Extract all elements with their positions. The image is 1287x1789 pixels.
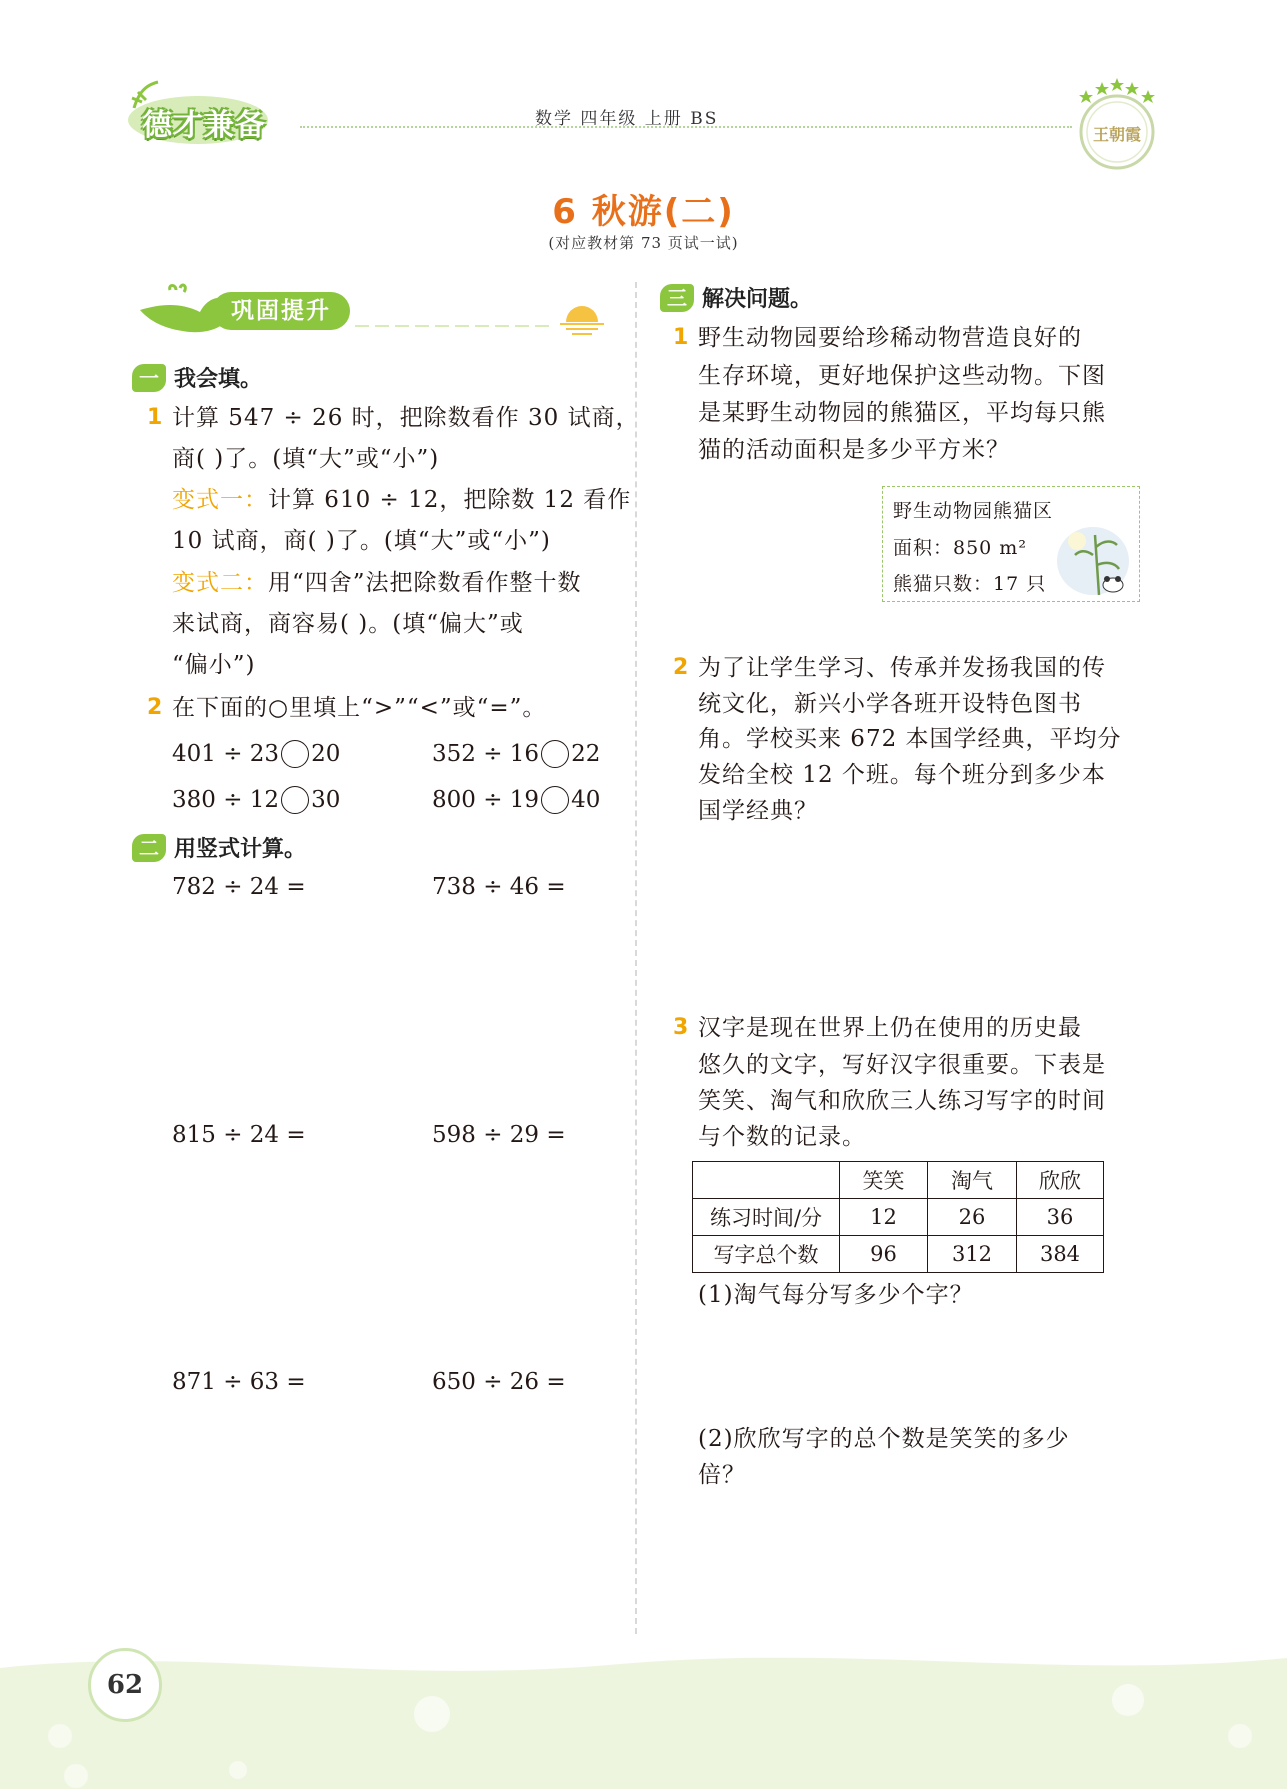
- section-label: 我会填。: [174, 367, 263, 392]
- question-number: 1: [147, 405, 163, 430]
- page-number: 62: [88, 1648, 162, 1722]
- question-number: 1: [673, 325, 689, 350]
- panda-info-box: [882, 486, 1140, 602]
- brand-name: 德才兼备: [142, 108, 266, 143]
- variant-text: 计算 610 ÷ 12，把除数 12 看作: [268, 487, 632, 513]
- page-title: 6 秋游(二): [552, 192, 735, 232]
- question-text: 在下面的○里填上“>”“<”或“=”。: [172, 695, 547, 721]
- comparison-item: [172, 740, 340, 768]
- comparison-right: 40: [571, 787, 601, 813]
- question-text: 计算 547 ÷ 26 时，把除数看作 30 试商，: [172, 405, 640, 431]
- question-text: 是某野生动物园的熊猫区，平均每只熊: [698, 400, 1106, 426]
- comparison-left: 352 ÷ 16: [432, 741, 540, 767]
- page-subtitle: (对应教材第 73 页试一试): [548, 234, 739, 252]
- question-text: 统文化，新兴小学各班开设特色图书: [698, 691, 1082, 717]
- table-cell: 淘气: [928, 1162, 1017, 1199]
- question-text: 汉字是现在世界上仍在使用的历史最: [698, 1015, 1082, 1041]
- question-number: 3: [673, 1015, 689, 1040]
- comparison-right: 30: [311, 787, 341, 813]
- table-cell: 384: [1017, 1236, 1104, 1273]
- comparison-right: 22: [571, 741, 601, 767]
- box-area: 面积：850 m²: [893, 537, 1027, 559]
- question-text: 商( )了。(填“大”或“小”): [172, 446, 440, 472]
- answer-circle[interactable]: [281, 740, 309, 768]
- writing-record-table: [692, 1161, 1104, 1273]
- calc-problem: 782 ÷ 24 =: [172, 874, 306, 900]
- footer-wave-decoration: [0, 1640, 1287, 1789]
- question-number: 2: [673, 655, 689, 680]
- sub-question: (2)欣欣写字的总个数是笑笑的多少: [698, 1426, 1070, 1452]
- calc-problem: 815 ÷ 24 =: [172, 1122, 306, 1148]
- question-text: 悠久的文字，写好汉字很重要。下表是: [698, 1052, 1106, 1078]
- section-label: 用竖式计算。: [174, 837, 307, 862]
- panda-bamboo-icon: [1055, 525, 1131, 597]
- comparison-left: 800 ÷ 19: [432, 787, 540, 813]
- table-cell: 312: [928, 1236, 1017, 1273]
- variant-one: [172, 485, 631, 515]
- table-cell: 笑笑: [840, 1162, 928, 1199]
- question-text: 野生动物园要给珍稀动物营造良好的: [698, 325, 1082, 351]
- calc-problem: 871 ÷ 63 =: [172, 1369, 306, 1395]
- comparison-item: [432, 740, 600, 768]
- table-cell: 36: [1017, 1199, 1104, 1236]
- section-badge: 一: [132, 364, 166, 392]
- teacher-seal: [1074, 78, 1160, 170]
- question-text: 笑笑、淘气和欣欣三人练习写字的时间: [698, 1088, 1106, 1114]
- sub-question: (1)淘气每分写多少个字？: [698, 1282, 974, 1308]
- comparison-left: 380 ÷ 12: [172, 787, 280, 813]
- comparison-item: [432, 786, 600, 814]
- question-text: 为了让学生学习、传承并发扬我国的传: [698, 655, 1106, 681]
- table-cell: 写字总个数: [693, 1236, 840, 1273]
- seal-text: 王朝霞: [1092, 125, 1142, 144]
- box-title: 野生动物园熊猫区: [893, 500, 1054, 522]
- variant-text: 来试商，商容易( )。(填“偏大”或: [172, 611, 524, 637]
- sub-question: 倍？: [698, 1462, 746, 1488]
- variant-two: [172, 568, 582, 598]
- calc-problem: 650 ÷ 26 =: [432, 1369, 566, 1395]
- variant-text: 10 试商，商( )了。(填“大”或“小”): [172, 528, 551, 554]
- answer-circle[interactable]: [541, 786, 569, 814]
- table-cell: 26: [928, 1199, 1017, 1236]
- box-count: 熊猫只数：17 只: [893, 573, 1047, 595]
- table-row: [693, 1236, 1104, 1273]
- calc-problem: 738 ÷ 46 =: [432, 874, 566, 900]
- comparison-right: 20: [311, 741, 341, 767]
- comparison-item: [172, 786, 340, 814]
- question-text: 与个数的记录。: [698, 1124, 866, 1150]
- table-header-row: [693, 1162, 1104, 1199]
- brand-logo: [128, 78, 306, 148]
- question-text: 角。学校买来 672 本国学经典，平均分: [698, 726, 1122, 752]
- header-subject: 数学 四年级 上册 BS: [535, 109, 719, 129]
- variant-text: 用“四舍”法把除数看作整十数: [268, 570, 582, 596]
- section-vertical-calc: [132, 832, 306, 863]
- table-cell: 96: [840, 1236, 928, 1273]
- seal-stars-icon: [1074, 78, 1160, 170]
- table-cell: [693, 1162, 840, 1199]
- variant-text: “偏小”): [172, 652, 256, 678]
- section-fill-in: [132, 362, 262, 393]
- column-divider: [635, 282, 637, 1634]
- section-label: 解决问题。: [702, 287, 813, 312]
- section-badge: 三: [660, 284, 694, 312]
- calc-problem: 598 ÷ 29 =: [432, 1122, 566, 1148]
- question-number: 2: [147, 695, 163, 720]
- section-badge: 二: [132, 834, 166, 862]
- section-solve-problems: [660, 282, 812, 313]
- answer-circle[interactable]: [541, 740, 569, 768]
- table-cell: 欣欣: [1017, 1162, 1104, 1199]
- whale-icon: [130, 282, 610, 342]
- section-banner: [130, 282, 610, 342]
- comparison-left: 401 ÷ 23: [172, 741, 280, 767]
- table-row: [693, 1199, 1104, 1236]
- variant-label: 变式一：: [172, 487, 268, 513]
- table-cell: 12: [840, 1199, 928, 1236]
- question-text: 生存环境，更好地保护这些动物。下图: [698, 363, 1106, 389]
- question-text: 国学经典？: [698, 798, 818, 824]
- banner-label: 巩固提升: [212, 292, 350, 330]
- variant-label: 变式二：: [172, 570, 268, 596]
- table-cell: 练习时间/分: [693, 1199, 840, 1236]
- question-text: 猫的活动面积是多少平方米？: [698, 437, 1010, 463]
- question-text: 发给全校 12 个班。每个班分到多少本: [698, 762, 1106, 788]
- answer-circle[interactable]: [281, 786, 309, 814]
